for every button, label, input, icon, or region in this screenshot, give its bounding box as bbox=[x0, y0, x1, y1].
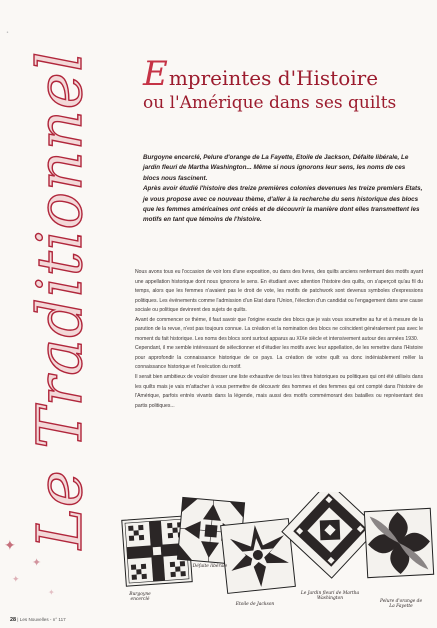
body-paragraph: Avant de commencer ce thème, il faut savoir que l'origine exacte des blocs que je vais vous soumettre au fur et à mesure de la parution de la revue, n'est pas toujours connue. La création et la nomination des blocs ne coïncident généralement pas avec le moment du fait historique. Les noms des blocs sont surtout apparus au XIXe siècle et intensivement autour des années 1930. bbox=[135, 316, 423, 342]
pelure-block-icon bbox=[364, 508, 433, 577]
title-drop-cap: E bbox=[143, 54, 168, 94]
caption-etoile: Etoile de Jackson bbox=[235, 602, 275, 607]
caption-jardin: Le Jardin fleuri de Martha Washington bbox=[300, 591, 360, 602]
vertical-section-title: Le Traditionnel bbox=[23, 50, 96, 550]
quilt-blocks-figure bbox=[120, 492, 437, 622]
footer-separator: | bbox=[17, 617, 20, 622]
article-body bbox=[135, 268, 423, 411]
caption-burgoyne: Burgoyne encerclé bbox=[129, 592, 151, 603]
margin-star-icon: ✦ bbox=[48, 588, 55, 597]
page-number: 28 bbox=[10, 617, 16, 623]
margin-star-icon: ✦ bbox=[12, 575, 20, 585]
jardin-block-icon bbox=[282, 492, 378, 578]
margin-star-icon: ✦ bbox=[32, 556, 42, 569]
intro-paragraph: Burgoyne encerclé, Pelure d'orange de La Fayette, Etoile de Jackson, Défaite libérale, Le jardin fleuri de Martha Washington... Même si nous ignorons leur sens, les noms de ces blocs nous fascinent. bbox=[143, 154, 409, 182]
intro-paragraph: Après avoir étudié l'histoire des treize premières colonies devenues les treize premiers Etats, je vous propose avec ce nouveau thème, d'aller à la recherche du sens historique des blocs que les femmes américaines ont créés et de découvrir la manière dont elles transmettent les motifs en tant que témoins de l'histoire. bbox=[143, 185, 423, 224]
article-title bbox=[143, 54, 423, 94]
caption-defaite: Défaite libérale bbox=[192, 564, 228, 569]
margin-star-icon: ✦ bbox=[4, 538, 16, 554]
margin-dot-icon: • bbox=[6, 30, 9, 36]
title-line-1: mpreintes d'Histoire bbox=[168, 66, 379, 90]
caption-pelure: Pelure d'orange de La Fayette bbox=[379, 599, 423, 610]
body-paragraph: Cependant, il me semble intéressant de sélectionner et d'étudier les motifs avec leur appellation, de les remettre dans l'Histoire pour approfondir la connaissance historique de ce pays. La création de votre quilt va donc indéniablement mêler la connaissance historique et l'exécution du motif. bbox=[135, 345, 423, 371]
article-subtitle: ou l'Amérique dans ses quilts bbox=[143, 93, 397, 113]
body-paragraph: Il serait bien ambitieux de vouloir dresser une liste exhaustive de tous les titres historiques ou politiques qui ont été utilisés dans les quilts mais je vais m'attacher à vous permettre de découvrir des hommes et des femmes qui ont compté dans l'histoire de l'Amérique, parfois entrés vivants dans la légende, mais aussi des motifs commémorant des batailles ou représentant des partis politiques... bbox=[135, 374, 423, 409]
intro-block bbox=[143, 153, 423, 226]
body-paragraph: Nous avons tous eu l'occasion de voir lors d'une exposition, ou dans des livres, des quilts anciens renfermant des motifs ayant une appellation historique dont nous ignorons le sens. En étudiant avec attention l'histoire des quilts, on s'aperçoit qu'au fil du temps, alors que les femmes n'avaient pas le droit de vote, les motifs de patchwork sont devenus symboles d'expressions politiques. Les événements comme l'admission d'un Etat dans l'Union, l'élection d'un candidat ou l'engagement dans une cause sociale ou politique devinrent des sujets de quilts. bbox=[135, 269, 423, 314]
magazine-name: Les Nouvelles - n° 117 bbox=[19, 617, 66, 622]
page-footer bbox=[10, 617, 66, 623]
